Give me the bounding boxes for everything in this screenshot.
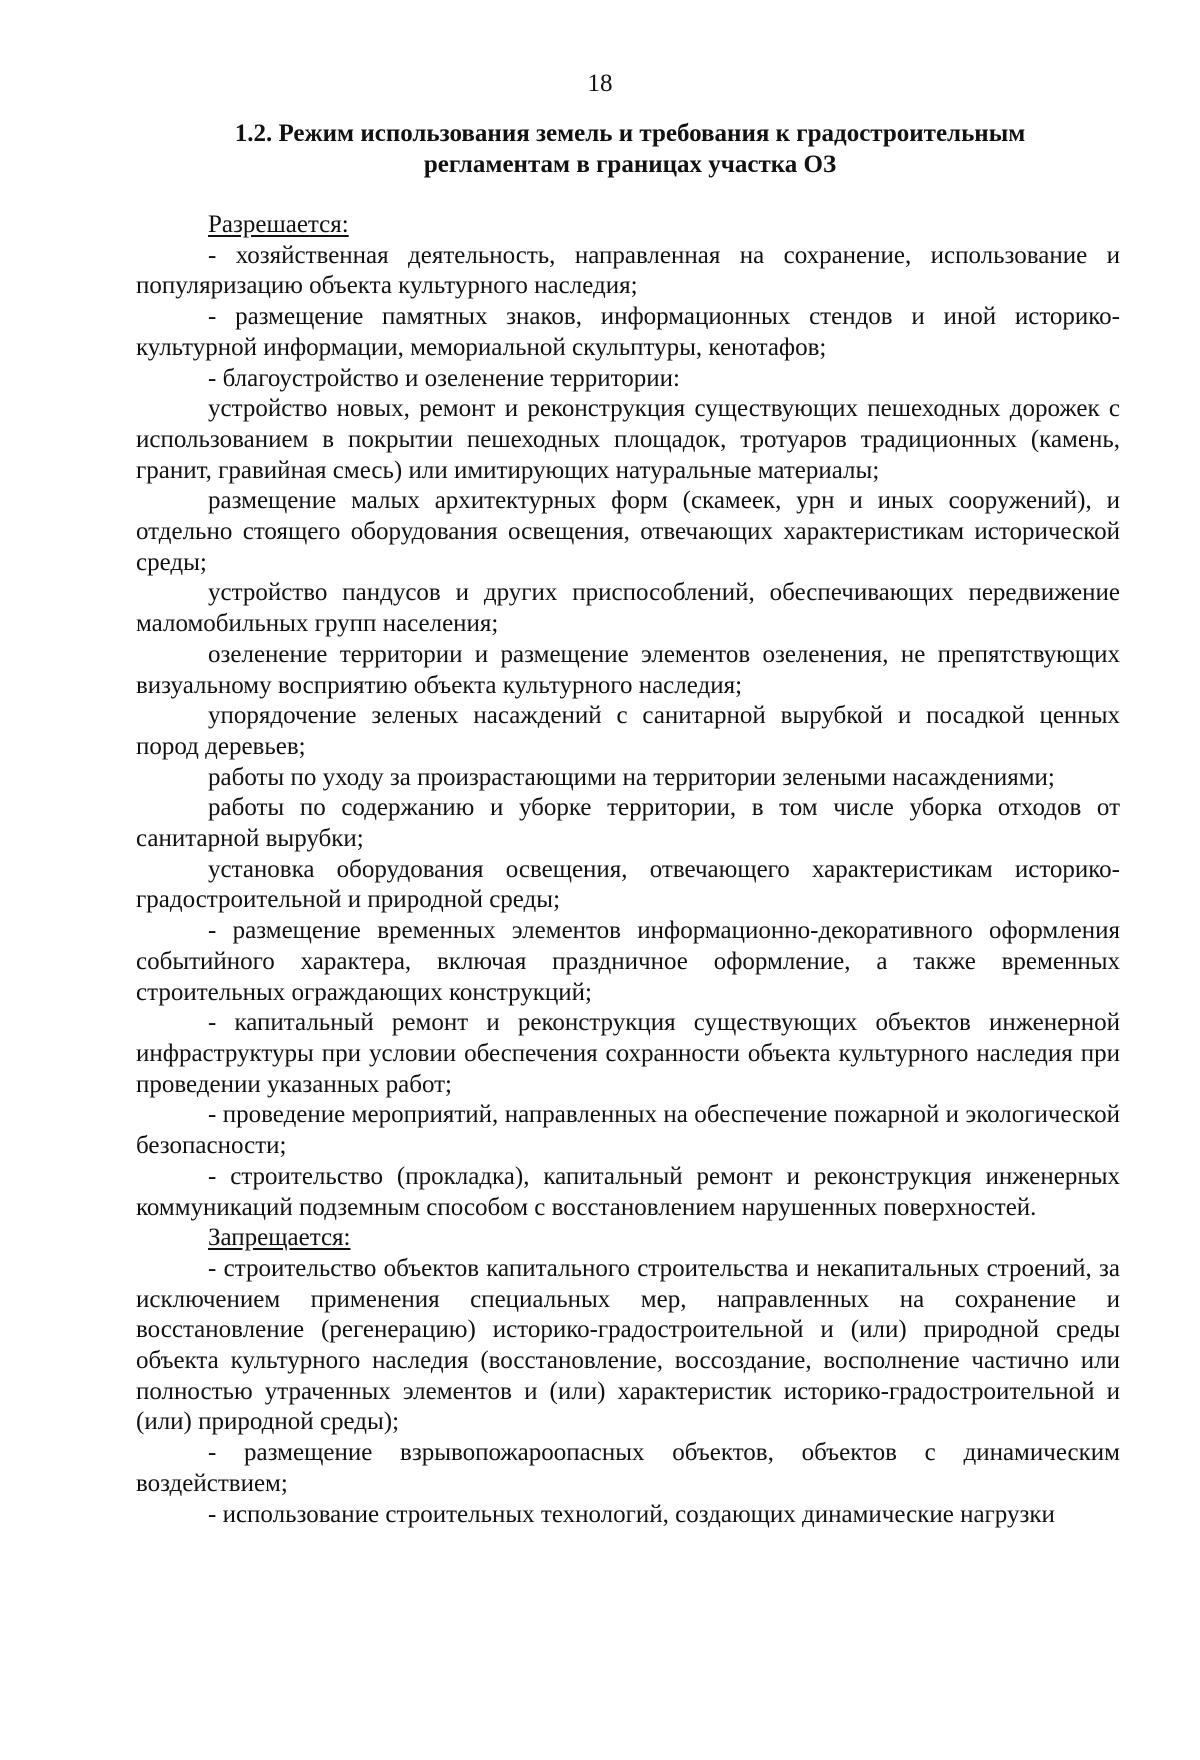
prohibited-item: - размещение взрывопожароопасных объектов, объектов с динамическим воздействием;: [136, 1439, 1120, 1497]
allowed-item: - размещение временных элементов информационно-декоративного оформления событийного характера, включая праздничное оформление, а также временных строительных ограждающих конструкций;: [136, 917, 1120, 1006]
allowed-item: - хозяйственная деятельность, направленная на сохранение, использование и популяризацию объекта культурного наследия;: [136, 241, 1120, 300]
document-body: [136, 210, 1120, 1530]
allowed-item: - строительство (прокладка), капитальный ремонт и реконструкция инженерных коммуникаций подземным способом с восстановлением нарушенных поверхностей.: [136, 1162, 1120, 1221]
allowed-item: устройство пандусов и других приспособлений, обеспечивающих передвижение маломобильных групп населения;: [136, 579, 1120, 638]
section-heading-line-1: 1.2. Режим использования земель и требования к градостроительным: [234, 120, 1026, 147]
section-heading: [150, 118, 1110, 180]
allowed-item: озеленение территории и размещение элементов озеленения, не препятствующих визуальному восприятию объекта культурного наследия;: [136, 640, 1120, 699]
prohibited-label: Запрещается:: [208, 1224, 351, 1252]
allowed-item: - капитальный ремонт и реконструкция существующих объектов инженерной инфраструктуры при условии обеспечения сохранности объекта культурного наследия при проведении указанных работ;: [136, 1009, 1120, 1098]
allowed-item: размещение малых архитектурных форм (скамеек, урн и иных сооружений), и отдельно стоящего оборудования освещения, отвечающих характеристикам исторической среды;: [136, 487, 1120, 576]
allowed-item: устройство новых, ремонт и реконструкция существующих пешеходных дорожек с использованием в покрытии пешеходных площадок, тротуаров традиционных (камень, гранит, гравийная смесь) или имитирующих натуральные материалы;: [136, 395, 1120, 484]
allowed-item: - благоустройство и озеленение территории:: [208, 364, 680, 392]
section-heading-line-2: регламентам в границах участка ОЗ: [423, 151, 837, 178]
prohibited-item: - строительство объектов капитального строительства и некапитальных строений, за исключением применения специальных мер, направленных на сохранение и восстановление (регенерацию) историко-градостроительной и (или) природной среды объекта культурного наследия (восстановление, воссоздание, восполнение частично или полностью утраченных элементов и (или) характеристик историко-градостроительной и (или) природной среды);: [136, 1254, 1120, 1436]
allowed-item: установка оборудования освещения, отвечающего характеристикам историко-градостроительной и природной среды;: [136, 855, 1120, 914]
page-number: 18: [587, 70, 613, 97]
allowed-label: Разрешается:: [208, 211, 349, 238]
allowed-item: - размещение памятных знаков, информационных стендов и иной историко-культурной информации, мемориальной скульптуры, кенотафов;: [136, 303, 1120, 361]
allowed-item: работы по уходу за произрастающими на территории зелеными насаждениями;: [208, 763, 1055, 791]
allowed-item: - проведение мероприятий, направленных на обеспечение пожарной и экологической безопасности;: [136, 1101, 1120, 1160]
prohibited-item: - использование строительных технологий, создающих динамические нагрузки: [208, 1500, 1055, 1528]
allowed-item: работы по содержанию и уборке территории, в том числе уборка отходов от санитарной вырубки;: [136, 794, 1120, 853]
allowed-item: упорядочение зеленых насаждений с санитарной вырубкой и посадкой ценных пород деревьев;: [136, 702, 1120, 760]
